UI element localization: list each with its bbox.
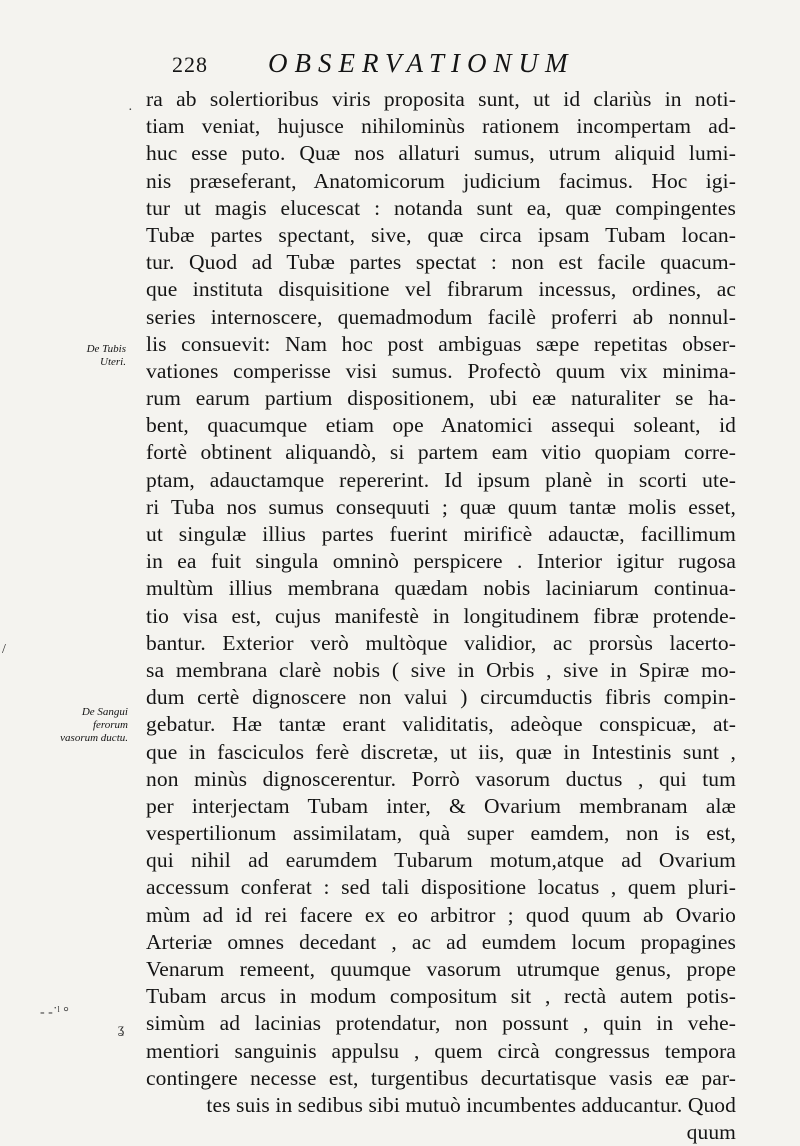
text-line: que in fasciculos ferè discretæ, ut iis, quæ in Intestinis sunt , — [146, 739, 736, 764]
text-line: ri Tuba nos sumus consequuti ; quæ quum tantæ molis esset, — [146, 494, 736, 519]
text-line: mentiori sanguinis appulsu , quem circà congressus tempora — [146, 1038, 736, 1063]
text-line: qui nihil ad earumdem Tubarum motum,atque ad Ovarium — [146, 848, 736, 873]
text-line: tur. Quod ad Tubæ partes spectat : non est facile quacum- — [146, 250, 736, 275]
running-head: OBSERVATIONUM — [268, 48, 575, 78]
text-line: vespertilionum assimilatam, quà super eamdem, non is est, — [146, 821, 736, 846]
body-text — [146, 86, 736, 1146]
text-line: Tubæ partes spectant, sive, quæ circa ipsam Tubam locan- — [146, 222, 736, 247]
text-line: huc esse puto. Quæ nos allaturi sumus, utrum aliquid lumi- — [146, 141, 736, 166]
catchword: quum — [686, 1120, 736, 1145]
text-line: tur ut magis elucescat : notanda sunt ea, quæ compingentes — [146, 195, 736, 220]
text-line: bantur. Exterior verò multòque validior, ac prorsùs lacerto- — [146, 630, 736, 655]
text-line: ptam, adauctamque repererint. Id ipsum planè in scorti ute- — [146, 467, 736, 492]
text-line: sa membrana clarè nobis ( sive in Orbis , sive in Spiræ mo- — [146, 657, 736, 682]
stray-mark: · — [128, 103, 133, 118]
text-line: tes suis in sedibus sibi mutuò incumbentes adducantur. Quod — [206, 1092, 736, 1117]
text-line: in ea fuit singula omninò perspicere . Interior igitur rugosa — [146, 549, 736, 574]
text-line: series internoscere, quemadmodum facilè proferri ab nonnul- — [146, 304, 736, 329]
text-line: accessum conferat : sed tali dispositione locatus , quem pluri- — [146, 875, 736, 900]
text-line: gebatur. Hæ tantæ erant validitatis, adeòque conspicuæ, at- — [146, 712, 736, 737]
text-line: tio visa est, cujus manifestè in longitudinem fibræ protende- — [146, 603, 736, 628]
text-line: fortè obtinent aliquandò, si partem eam vitio quopiam corre- — [146, 440, 736, 465]
text-line: ut singulæ illius partes fuerint mirificè adauctæ, facillimum — [146, 522, 736, 546]
text-line: bent, quacumque etiam ope Anatomici assequi soleant, id — [146, 413, 736, 438]
stray-mark: ʓ — [118, 1022, 125, 1037]
text-line: rum earum partium dispositionem, ubi eæ naturaliter se ha- — [146, 386, 736, 411]
text-line: dum certè dignoscere non valui ) circumductis fibris compin- — [146, 685, 736, 710]
text-line: mùm ad id rei facere ex eo arbitror ; quod quum ab Ovario — [146, 902, 736, 927]
page-number: 228 — [172, 52, 208, 77]
stray-mark: - -˙ˡ ° — [40, 1005, 69, 1020]
marginal-note-tubis: De Tubis Uteri. — [86, 343, 126, 368]
text-line: ra ab solertioribus viris proposita sunt, ut id clariùs in noti- — [146, 87, 736, 111]
text-line: non minùs dignoscerentur. Porrò vasorum ductus , qui tum — [146, 766, 736, 791]
text-line: nis præseferant, Anatomicorum judicium facimus. Hoc igi- — [146, 168, 736, 193]
stray-mark: / — [2, 642, 6, 657]
text-line: Tubam arcus in modum compositum sit , rectà autem potis- — [146, 984, 736, 1009]
page-header — [172, 48, 732, 88]
text-line: multùm illius membrana quædam nobis laciniarum continua- — [146, 576, 736, 601]
text-line: Arteriæ omnes decedant , ac ad eumdem locum propagines — [146, 929, 736, 954]
text-line: contingere necesse est, turgentibus decurtatisque vasis eæ par- — [146, 1065, 736, 1090]
text-line: tiam veniat, hujusce nihilominùs rationem incompertam ad- — [146, 114, 736, 139]
text-line: Venarum remeent, quumque vasorum utrumque genus, prope — [146, 957, 736, 981]
text-line: per interjectam Tubam inter, & Ovarium membranam alæ — [146, 793, 736, 818]
marginal-note-vasorum: De Sangui ferorum vasorum ductu. — [60, 706, 128, 744]
text-line: lis consuevit: Nam hoc post ambiguas sæpe repetitas obser- — [146, 331, 736, 356]
text-line: que instituta disquisitione vel fibrarum incessus, ordines, ac — [146, 277, 736, 302]
text-line: vationes comperisse visi sumus. Profectò quum vix minima- — [146, 358, 736, 383]
text-line: simùm ad lacinias protendatur, non possunt , quin in vehe- — [146, 1011, 736, 1036]
